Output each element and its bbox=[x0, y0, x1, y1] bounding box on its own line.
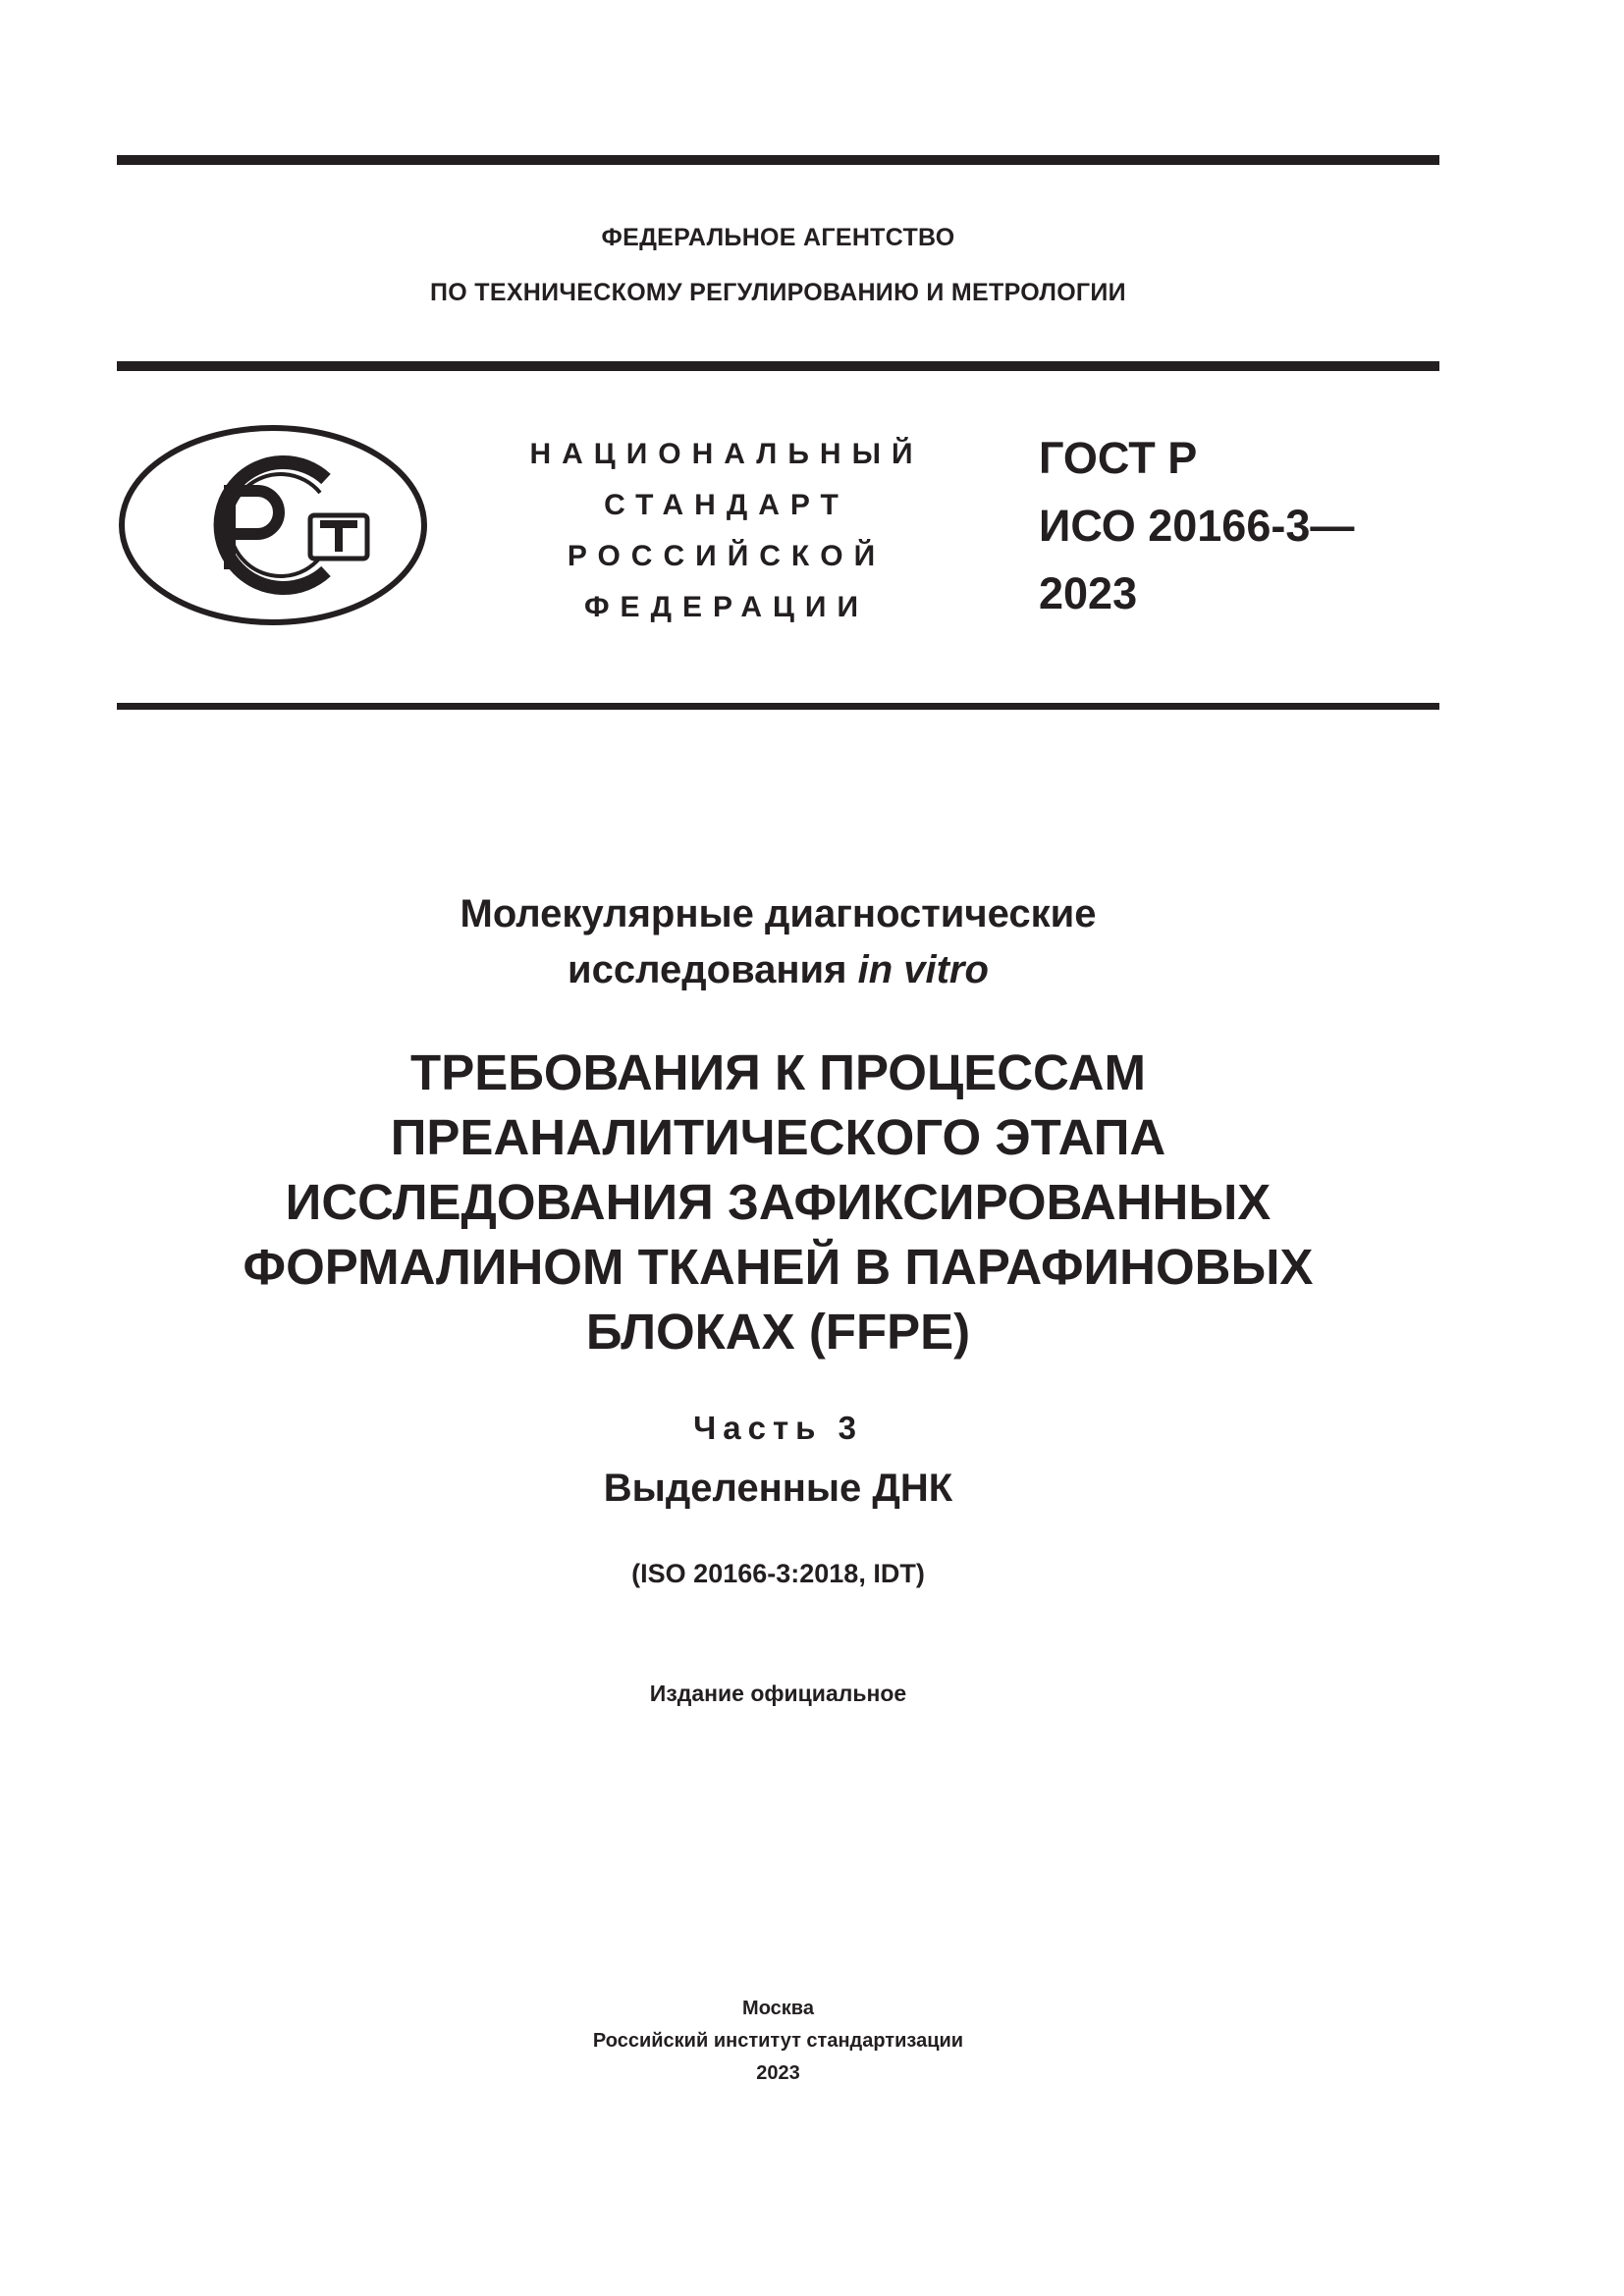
subject-line-1: Молекулярные диагностические bbox=[460, 892, 1097, 935]
part-label: Часть 3 bbox=[693, 1410, 863, 1446]
title-line-2: ПРЕАНАЛИТИЧЕСКОГО ЭТАПА bbox=[390, 1109, 1166, 1165]
agency-name-line-2: ПО ТЕХНИЧЕСКОМУ РЕГУЛИРОВАНИЮ И МЕТРОЛОГИИ bbox=[430, 279, 1126, 306]
subject-line-2 bbox=[0, 942, 1556, 998]
subject-line-2-text: исследования bbox=[568, 948, 858, 991]
iso-reference: (ISO 20166-3:2018, IDT) bbox=[631, 1559, 925, 1588]
header-bottom-rule bbox=[117, 703, 1439, 710]
header-rule bbox=[117, 361, 1439, 371]
national-standard-label bbox=[511, 429, 943, 633]
title-line-3: ИССЛЕДОВАНИЯ ЗАФИКСИРОВАННЫХ bbox=[285, 1174, 1272, 1230]
imprint-year: 2023 bbox=[756, 2062, 800, 2084]
national-standard-line-4: ФЕДЕРАЦИИ bbox=[583, 591, 870, 623]
designation-line-1: ГОСТ Р bbox=[1039, 433, 1198, 483]
top-rule bbox=[117, 155, 1439, 165]
main-title bbox=[0, 1041, 1556, 1364]
designation-line-2: ИСО 20166-3— bbox=[1039, 501, 1355, 551]
title-line-1: ТРЕБОВАНИЯ К ПРОЦЕССАМ bbox=[410, 1044, 1146, 1100]
imprint bbox=[0, 1993, 1556, 2090]
subject-in-vitro: in vitro bbox=[857, 948, 989, 991]
edition-label: Издание официальное bbox=[649, 1681, 907, 1706]
agency-name-line-1: ФЕДЕРАЛЬНОЕ АГЕНТСТВО bbox=[601, 224, 955, 251]
national-standard-line-2: СТАНДАРТ bbox=[604, 489, 849, 521]
subject-heading bbox=[0, 886, 1556, 998]
imprint-city: Москва bbox=[742, 1998, 814, 2019]
national-standard-line-3: РОССИЙСКОЙ bbox=[567, 540, 887, 572]
imprint-publisher: Российский институт стандартизации bbox=[592, 2030, 964, 2052]
title-line-5: БЛОКАХ (FFPE) bbox=[585, 1304, 971, 1360]
part-name: Выделенные ДНК bbox=[603, 1467, 953, 1510]
rst-certification-mark-icon bbox=[116, 422, 430, 628]
standard-designation bbox=[1039, 424, 1354, 627]
title-line-4: ФОРМАЛИНОМ ТКАНЕЙ В ПАРАФИНОВЫХ bbox=[243, 1239, 1314, 1295]
designation-line-3: 2023 bbox=[1039, 568, 1138, 618]
national-standard-line-1: НАЦИОНАЛЬНЫЙ bbox=[529, 438, 924, 470]
